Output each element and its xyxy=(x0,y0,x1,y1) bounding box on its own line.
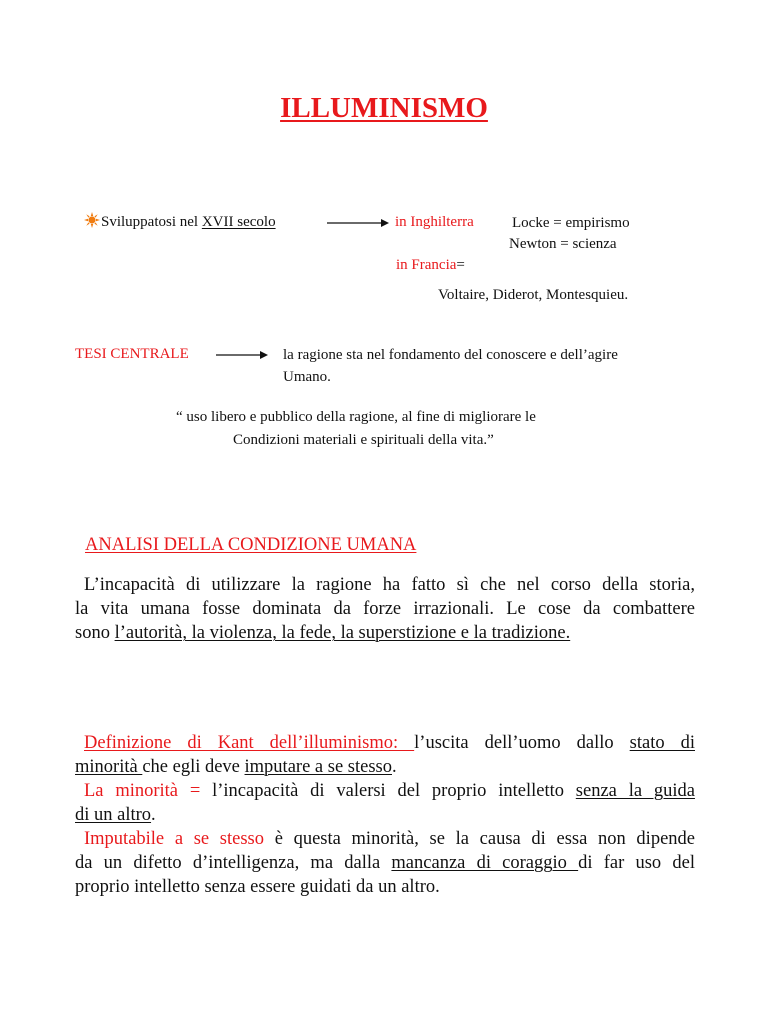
tesi-line-1: la ragione sta nel fondamento del conoscere e dell’agire xyxy=(283,347,618,363)
origin-century: XVII secolo xyxy=(201,214,276,230)
arrow-right-icon xyxy=(216,349,268,361)
origin-label xyxy=(101,213,276,231)
england-label: in Inghilterra xyxy=(395,214,474,230)
kant-def-line-1: Definizione di Kant dell’illuminismo: l’uscita dell’uomo dallo stato di xyxy=(84,733,695,753)
quote-line-1: “ uso libero e pubblico della ragione, al fine di migliorare le xyxy=(176,409,536,425)
analisi-line-1: L’incapacità di utilizzare la ragione ha fatto sì che nel corso della storia, xyxy=(84,575,695,595)
analisi-paragraph xyxy=(75,573,695,645)
france-names: Voltaire, Diderot, Montesquieu. xyxy=(438,287,629,303)
kant-imp-line-2: da un difetto d’intelligenza, ma dalla mancanza di coraggio di far uso del xyxy=(75,853,695,873)
sun-icon xyxy=(84,212,100,228)
kant-paragraph xyxy=(75,731,695,899)
kant-min-line-1: La minorità = l’incapacità di valersi del proprio intelletto senza la guida xyxy=(84,781,695,801)
quote-line-2: Condizioni materiali e spirituali della vita.” xyxy=(233,432,494,448)
origin-prefix: Sviluppatosi nel xyxy=(101,214,202,230)
arrow-right-icon xyxy=(327,217,389,229)
kant-imp-line-3: proprio intelletto senza essere guidati da un altro. xyxy=(75,877,440,897)
kant-def-line-2: minorità che egli deve imputare a se stesso. xyxy=(75,757,397,777)
analisi-heading: ANALISI DELLA CONDIZIONE UMANA xyxy=(85,535,417,555)
england-item-locke: Locke = empirismo xyxy=(512,215,630,231)
kant-min-line-2: di un altro. xyxy=(75,805,156,825)
france-label xyxy=(396,256,465,274)
tesi-label: TESI CENTRALE xyxy=(75,346,189,362)
france-equals: = xyxy=(456,257,465,273)
france-label-text: in Francia xyxy=(396,257,457,273)
analisi-line-3: sono l’autorità, la violenza, la fede, la superstizione e la tradizione. xyxy=(75,623,571,643)
analisi-line-2: la vita umana fosse dominata da forze irrazionali. Le cose da combattere xyxy=(75,599,695,619)
page-title: ILLUMINISMO xyxy=(280,92,488,124)
england-item-newton: Newton = scienza xyxy=(509,236,617,252)
kant-imp-line-1: Imputabile a se stesso è questa minorità, se la causa di essa non dipende xyxy=(84,829,695,849)
tesi-line-2: Umano. xyxy=(283,369,331,385)
